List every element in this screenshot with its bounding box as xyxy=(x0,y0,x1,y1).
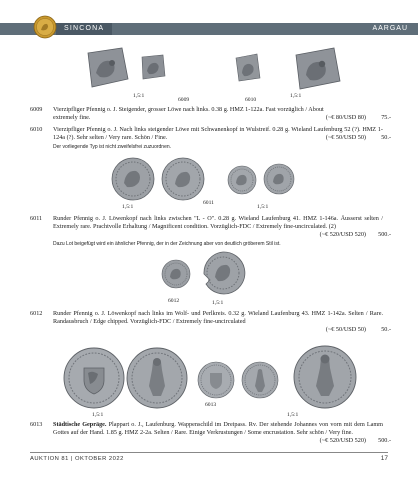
caption-scale: 1,5:1 xyxy=(287,412,299,418)
coin-6009 xyxy=(138,52,168,82)
lot-estimate: (~€ 50/USD 50) xyxy=(325,326,366,333)
lot-number: 6009 xyxy=(30,106,43,113)
caption-scale: 1,5:1 xyxy=(212,300,224,306)
lot-estimate: (~€ 520/USD 520) xyxy=(319,437,366,444)
caption-lot-number: 6010 xyxy=(245,97,257,103)
coin-6011-reverse xyxy=(262,162,296,196)
coin-6010-enlarged xyxy=(292,45,342,91)
lot-start-price: 50.- xyxy=(381,326,391,333)
coin-6013-obverse-enlarged xyxy=(62,346,126,410)
coin-6011-obverse-enlarged xyxy=(110,156,156,202)
footer-auction: AUKTION 81 | OKTOBER 2022 xyxy=(30,456,124,462)
lot-number: 6013 xyxy=(30,421,43,428)
caption-scale: 1,5:1 xyxy=(122,204,134,210)
coin-6013-obverse xyxy=(196,360,236,400)
caption-lot-number: 6012 xyxy=(168,298,180,304)
footer-rule xyxy=(30,452,388,453)
coin-6009-enlarged xyxy=(82,45,130,89)
page-number: 17 xyxy=(380,455,388,462)
lot-start-price: 50.- xyxy=(381,134,391,141)
caption-lot-number: 6013 xyxy=(205,402,217,408)
coin-6011-obverse xyxy=(226,164,258,196)
caption-lot-number: 6009 xyxy=(178,97,190,103)
caption-scale: 1,5:1 xyxy=(257,204,269,210)
caption-scale: 1,5:1 xyxy=(290,93,302,99)
coin-6013-reverse-detail xyxy=(292,344,358,410)
lot-note: Dazu Lot beigefügt wird ein ähnlicher Pfennig, der in der Zeichnung aber von deutlich gröberem Stil ist. xyxy=(53,241,281,247)
lot-estimate: (~€ 50/USD 50) xyxy=(325,134,366,141)
lot-number: 6012 xyxy=(30,310,43,317)
lot-start-price: 500.- xyxy=(378,231,391,238)
coin-6012 xyxy=(160,258,192,290)
gold-coin-logo-icon xyxy=(33,15,57,39)
lot-description: Vierzipfliger Pfennig o. J. Steigender, grosser Löwe nach links. 0.38 g. HMZ 1-122a. Fast vorzüglich / About extremely fine. xyxy=(53,106,324,121)
region-title: AARGAU xyxy=(372,25,408,32)
caption-scale: 1,5:1 xyxy=(133,93,145,99)
lot-estimate: (~€ 80/USD 80) xyxy=(325,114,366,121)
lot-start-price: 500.- xyxy=(378,437,391,444)
coin-6013-reverse xyxy=(240,360,280,400)
lot-note: Der vorliegende Typ ist nicht zweifelsfrei zuzuordnen. xyxy=(53,144,172,150)
lot-number: 6011 xyxy=(30,215,43,222)
coin-6013-reverse-enlarged xyxy=(125,346,189,410)
coin-6010 xyxy=(233,52,263,83)
lot-description: Runder Pfennig o. J. Löwenkopf nach links zwischen "L - O". 0.28 g. Wieland Laufenburg 41. HMZ 1-146a. Äusserst selten / Extremely rare. Prachtvolle Erhaltung / Magnificent condition. Vorzüglich-FDC / Extremely fine-uncirculated. (2) xyxy=(53,215,383,230)
lot-description: Vierzipfliger Pfennig o. J. Nach links steigender Löwe mit Schwanenkopf in Wulstreif. 0.28 g. Wieland Laufenburg 52 (?). HMZ 1-124a (?). Sehr selten / Very rare. Schön / Fine. xyxy=(53,126,383,141)
lot-start-price: 75.- xyxy=(381,114,391,121)
lot-number: 6010 xyxy=(30,126,43,133)
lot-description: Runder Pfennig o. J. Löwenkopf nach links im Wolf- und Perlkreis. 0.32 g. Wieland Laufenburg 43. HMZ 1-142a. Selten / Rare. Randausbruch / Edge chipped. Vorzüglich-FDC / Extremely fine-uncirculated xyxy=(53,310,383,325)
brand-logo-text: SINCONA xyxy=(64,25,105,32)
coin-6011-reverse-enlarged xyxy=(160,156,206,202)
coin-6012-enlarged xyxy=(200,250,246,296)
lot-section-title: Städtische Gepräge. xyxy=(53,421,107,428)
caption-lot-number: 6011 xyxy=(203,200,214,206)
lot-estimate: (~€ 520/USD 520) xyxy=(319,231,366,238)
caption-scale: 1,5:1 xyxy=(92,412,104,418)
lot-description: Städtische Gepräge. Plappart o. J., Laufenburg. Wappenschild im Dreipass. Rv. Der stehende Johannes von vorn mit dem Lamm Gottes auf der Hand. 1.85 g. HMZ 2-2a. Selten / Rare. Einige Verkrustungen / Some encrustation. Sehr schön / Very fine. xyxy=(53,421,383,436)
